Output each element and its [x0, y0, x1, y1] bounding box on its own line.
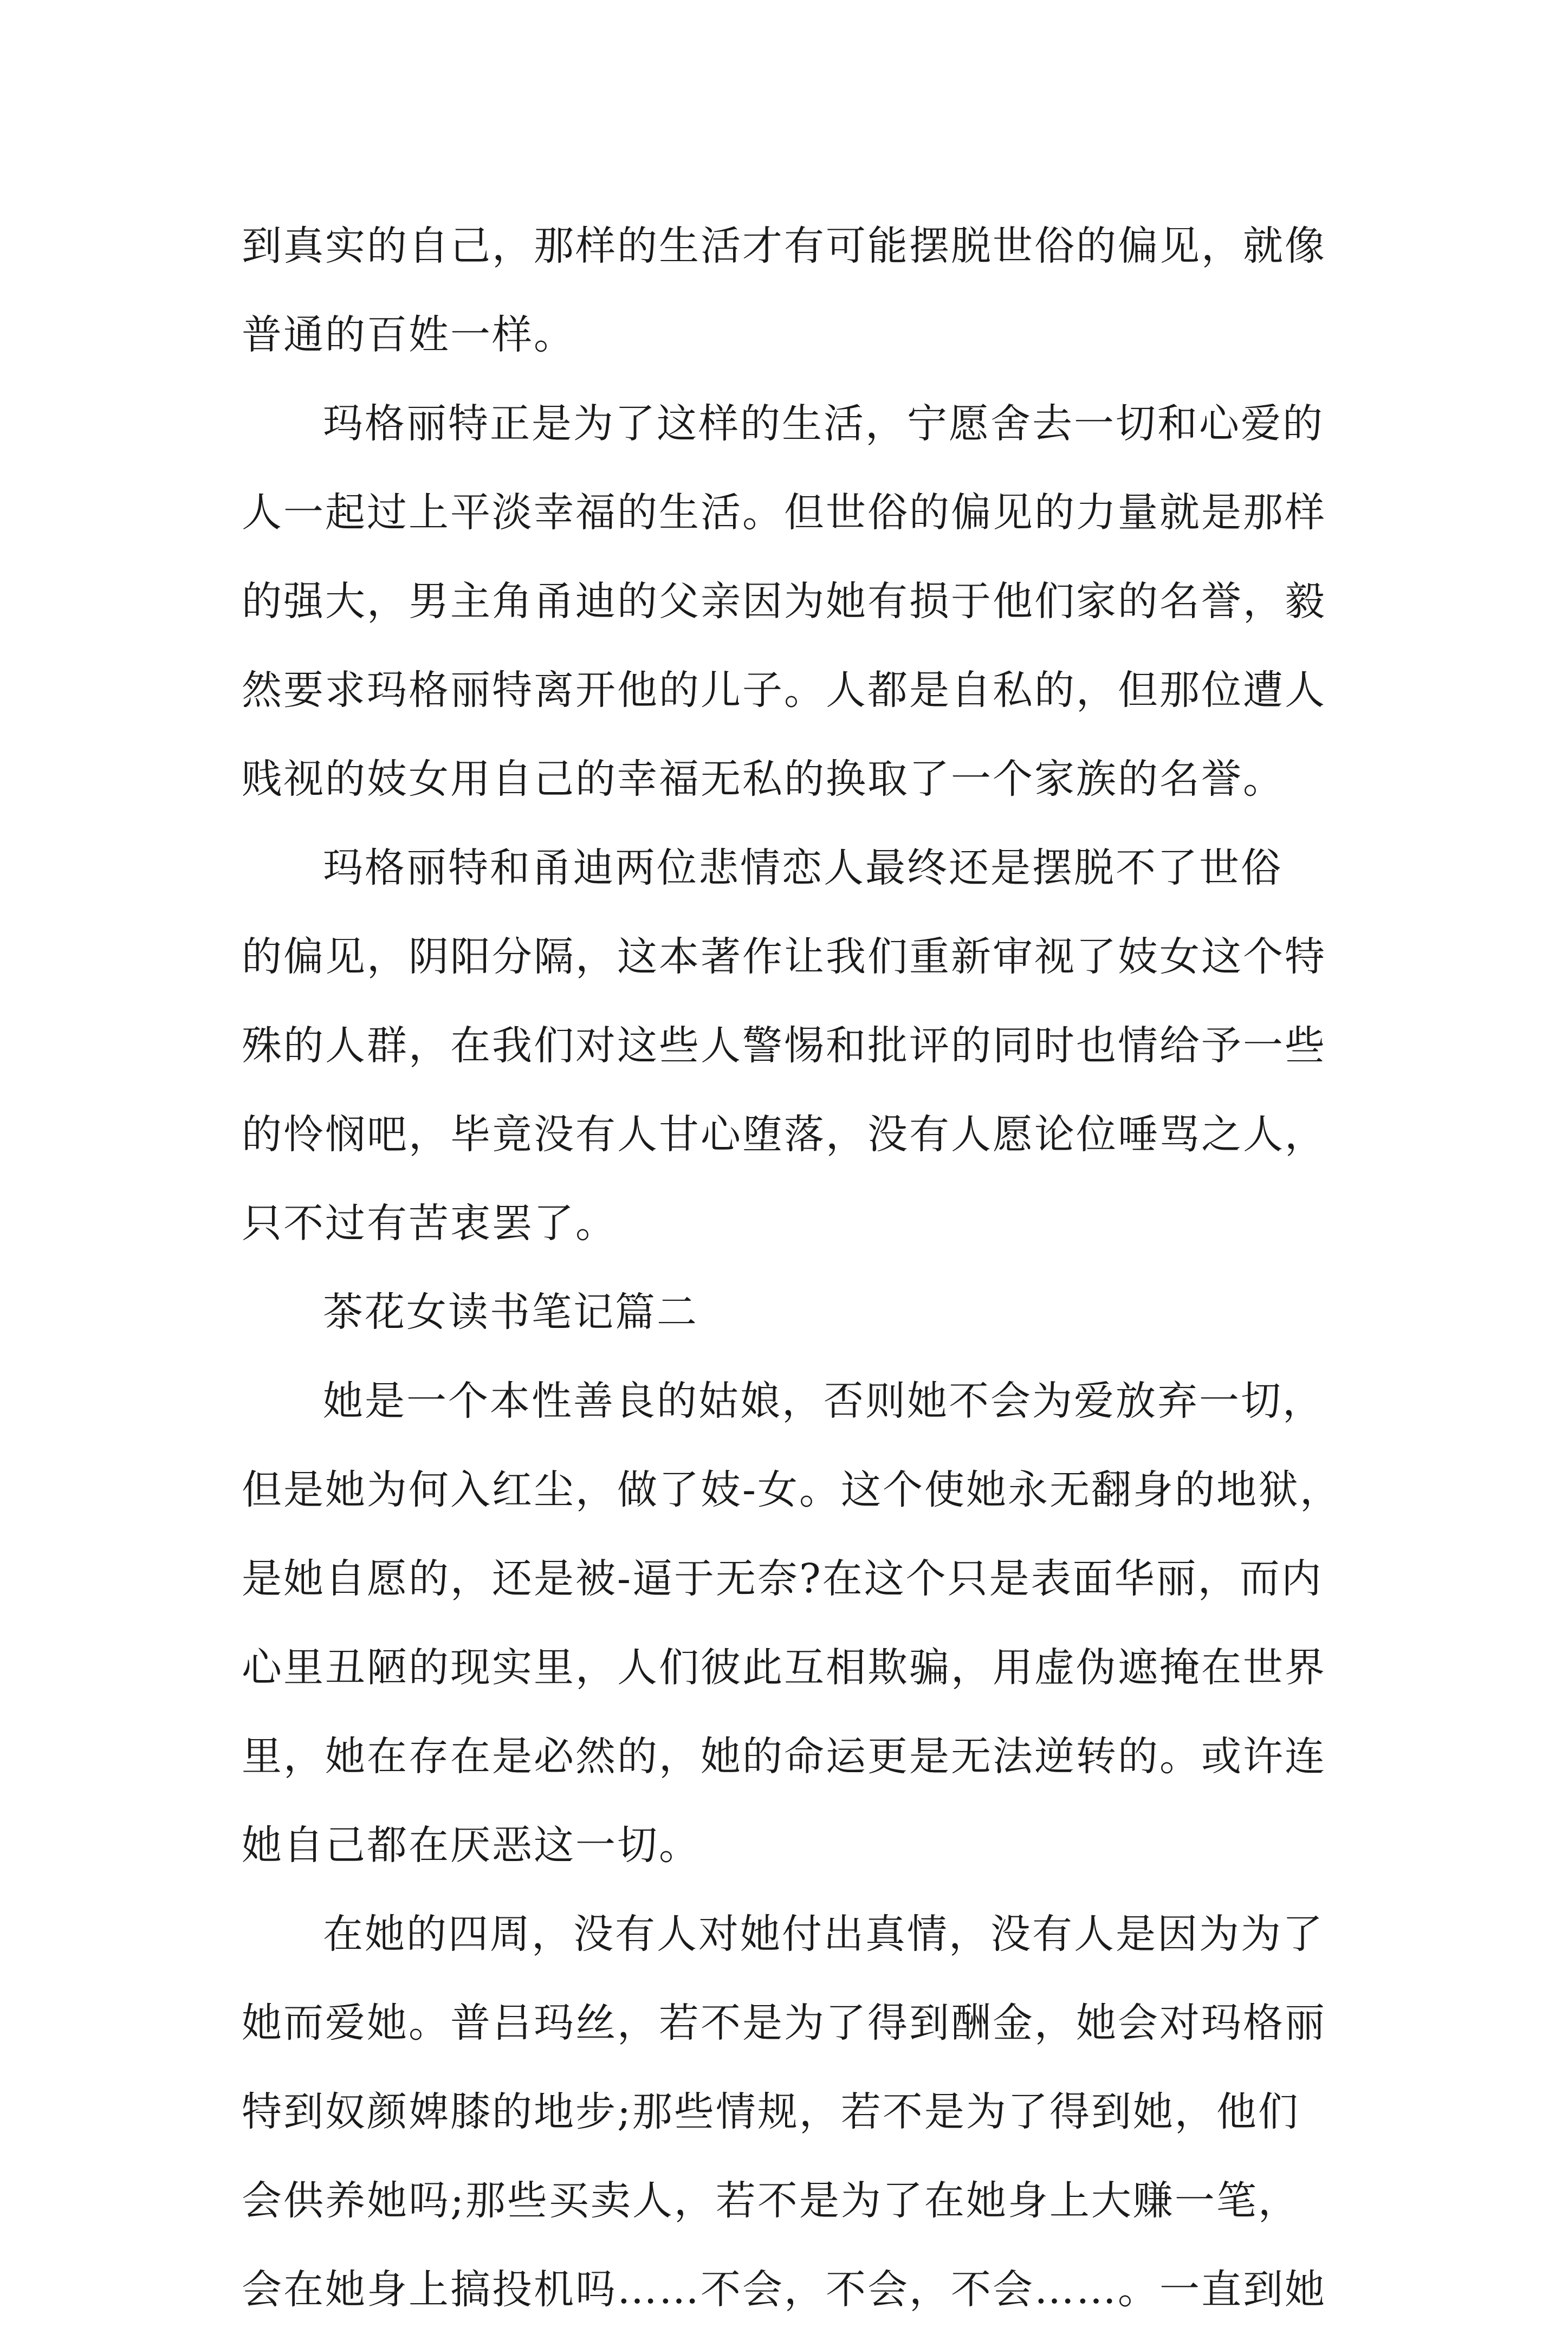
paragraph-line: 人一起过上平淡幸福的生活。但世俗的偏见的力量就是那样 [242, 489, 1326, 536]
paragraph-line: 殊的人群，在我们对这些人警惕和批评的同时也情给予一些 [242, 1022, 1326, 1069]
paragraph-line: 只不过有苦衷罢了。 [242, 1200, 617, 1247]
paragraph-line: 的强大，男主角甬迪的父亲因为她有损于他们家的名誉，毅 [242, 578, 1326, 625]
paragraph-first-line: 她是一个本性善良的姑娘，否则她不会为爱放弃一切， [323, 1378, 1324, 1424]
paragraph-line: 会在她身上搞投机吗……不会，不会，不会……。一直到她 [242, 2266, 1326, 2313]
paragraph-line: 她而爱她。普吕玛丝，若不是为了得到酬金，她会对玛格丽 [242, 2000, 1326, 2046]
paragraph-line: 心里丑陋的现实里，人们彼此互相欺骗，用虚伪遮掩在世界 [242, 1644, 1326, 1691]
paragraph-line: 里，她在存在是必然的，她的命运更是无法逆转的。或许连 [242, 1733, 1326, 1780]
paragraph-line: 到真实的自己，那样的生活才有可能摆脱世俗的偏见，就像 [242, 223, 1326, 269]
paragraph-line: 的怜悯吧，毕竟没有人甘心堕落，没有人愿论位唾骂之人， [242, 1111, 1326, 1158]
paragraph-first-line: 茶花女读书笔记篇二 [323, 1289, 698, 1335]
paragraph-line: 贱视的妓女用自己的幸福无私的换取了一个家族的名誉。 [242, 756, 1285, 802]
paragraph-first-line: 在她的四周，没有人对她付出真情，没有人是因为为了 [323, 1911, 1324, 1957]
paragraph-line: 普通的百姓一样。 [242, 312, 575, 358]
paragraph-line: 但是她为何入红尘，做了妓-女。这个使她永无翻身的地狱， [242, 1467, 1342, 1513]
paragraph-line: 特到奴颜婢膝的地步;那些情规，若不是为了得到她，他们 [242, 2089, 1300, 2135]
paragraph-line: 她自己都在厌恶这一切。 [242, 1822, 701, 1869]
paragraph-first-line: 玛格丽特和甬迪两位悲情恋人最终还是摆脱不了世俗 [323, 845, 1282, 891]
paragraph-line: 的偏见，阴阳分隔，这本著作让我们重新审视了妓女这个特 [242, 933, 1326, 980]
paragraph-line: 然要求玛格丽特离开他的儿子。人都是自私的，但那位遭人 [242, 667, 1326, 714]
document-body [242, 202, 1352, 2334]
paragraph-first-line: 玛格丽特正是为了这样的生活，宁愿舍去一切和心爱的 [323, 400, 1324, 447]
paragraph-line: 会供养她吗;那些买卖人，若不是为了在她身上大赚一笔， [242, 2177, 1300, 2224]
paragraph-line: 是她自愿的，还是被-逼于无奈?在这个只是表面华丽，而内 [242, 1555, 1323, 1602]
